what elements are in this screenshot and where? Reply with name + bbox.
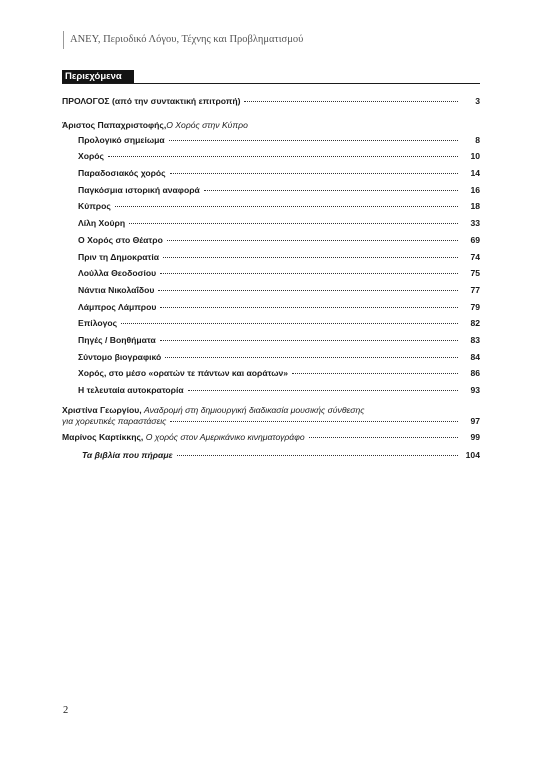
- toc-entry-article2[interactable]: [62, 404, 480, 429]
- toc-subentry[interactable]: [62, 168, 480, 185]
- toc-entry-title: Λούλλα Θεοδοσίου: [78, 268, 157, 279]
- toc-subentry[interactable]: [62, 235, 480, 252]
- toc-subentry[interactable]: [62, 285, 480, 302]
- toc-subentry[interactable]: [62, 318, 480, 335]
- toc-subentry[interactable]: [62, 302, 480, 319]
- toc-entry-title: [62, 432, 305, 442]
- toc-entry-prologue[interactable]: [62, 96, 480, 113]
- toc-entry-page: 79: [470, 301, 480, 312]
- toc-entry-title: Παραδοσιακός χορός: [78, 168, 166, 179]
- toc-entry-page: 8: [475, 134, 480, 145]
- section-band: [62, 70, 480, 84]
- article-author: Μαρίνος Καρτίκκης,: [62, 431, 146, 442]
- dot-leader: [160, 340, 458, 341]
- toc-entry-page: 99: [470, 431, 480, 442]
- toc-article-heading: [62, 120, 480, 135]
- toc-entry-page: 3: [475, 96, 480, 106]
- toc-subentry[interactable]: [62, 185, 480, 202]
- article-subentries: [62, 135, 480, 402]
- article2-line1: [62, 404, 480, 416]
- article-title: Ο Χορός στην Κύπρο: [166, 119, 248, 130]
- dot-leader: [158, 290, 458, 291]
- toc-entry-article3[interactable]: [62, 432, 480, 449]
- dot-leader: [169, 140, 458, 141]
- dot-leader: [167, 240, 458, 241]
- dot-leader: [170, 173, 458, 174]
- dot-leader: [188, 390, 458, 391]
- toc-subentry[interactable]: [62, 268, 480, 285]
- toc-entry-books[interactable]: [62, 450, 480, 467]
- toc-entry-title: Νάντια Νικολαΐδου: [78, 284, 155, 295]
- dot-leader: [165, 357, 458, 358]
- table-of-contents: [62, 96, 480, 467]
- toc-subentry[interactable]: [62, 385, 480, 402]
- toc-entry-page: 75: [470, 268, 480, 279]
- toc-entry-page: 82: [470, 318, 480, 329]
- toc-entry-page: 104: [465, 450, 480, 461]
- toc-entry-title: Τα βιβλία που πήραμε: [82, 450, 173, 461]
- dot-leader: [121, 323, 458, 324]
- toc-subentry[interactable]: [62, 135, 480, 152]
- toc-entry-title: Ο Χορός στο Θέατρο: [78, 234, 163, 245]
- dot-leader: [292, 373, 458, 374]
- article-author: Άριστος Παπαχριστοφής,: [62, 119, 167, 130]
- toc-entry-page: 18: [470, 201, 480, 212]
- toc-entry-page: 84: [470, 351, 480, 362]
- toc-entry-page: 16: [470, 184, 480, 195]
- toc-entry-title: Η τελευταία αυτοκρατορία: [78, 385, 184, 395]
- toc-entry-title: Πριν τη Δημοκρατία: [78, 251, 160, 262]
- toc-entry-page: 83: [470, 334, 480, 345]
- toc-entry-page: 74: [470, 251, 480, 262]
- toc-subentry[interactable]: [62, 368, 480, 385]
- dot-leader: [170, 421, 458, 422]
- toc-entry-title: Πηγές / Βοηθήματα: [78, 334, 156, 345]
- toc-entry-page: 69: [470, 234, 480, 245]
- toc-subentry[interactable]: [62, 252, 480, 269]
- toc-entry-title: Λάμπρος Λάμπρου: [78, 301, 157, 312]
- dot-leader: [108, 156, 458, 157]
- dot-leader: [160, 273, 458, 274]
- article-title: Αναδρομή στη δημιουργική διαδικασία μουσικής σύνθεσης: [144, 404, 365, 415]
- article-title-cont: για χορευτικές παραστάσεις: [62, 415, 167, 426]
- toc-entry-page: 97: [470, 415, 480, 426]
- toc-entry-title: Προλογικό σημείωμα: [78, 134, 165, 145]
- toc-subentry[interactable]: [62, 151, 480, 168]
- toc-entry-title: Σύντομο βιογραφικό: [78, 351, 162, 362]
- toc-entry-title: Παγκόσμια ιστορική αναφορά: [78, 184, 200, 195]
- toc-subentry[interactable]: [62, 218, 480, 235]
- dot-leader: [204, 190, 458, 191]
- toc-entry-title: Επίλογος: [78, 318, 118, 329]
- dot-leader: [309, 437, 458, 438]
- toc-entry-page: 93: [470, 385, 480, 395]
- toc-entry-page: 10: [470, 151, 480, 162]
- dot-leader: [160, 307, 458, 308]
- toc-entry-title: Χορός: [78, 151, 105, 162]
- dot-leader: [177, 455, 458, 456]
- page-number: 2: [63, 705, 69, 716]
- toc-subentry[interactable]: [62, 201, 480, 218]
- toc-entry-page: 33: [470, 218, 480, 229]
- toc-entry-title: Χορός, στο μέσο «ορατών τε πάντων και αοράτων»: [78, 368, 289, 379]
- toc-subentry[interactable]: [62, 352, 480, 369]
- running-head: ΑΝΕΥ, Περιοδικό Λόγου, Τέχνης και Προβληματισμού: [63, 31, 490, 49]
- article-title: Ο χορός στον Αμερικάνικο κινηματογράφο: [145, 431, 305, 442]
- dot-leader: [115, 206, 458, 207]
- toc-entry-title: Κύπρος: [78, 201, 111, 212]
- dot-leader: [163, 257, 458, 258]
- toc-entry-page: 14: [470, 168, 480, 179]
- dot-leader: [129, 223, 458, 224]
- dot-leader: [244, 101, 458, 102]
- article-author: Χριστίνα Γεωργίου,: [62, 404, 145, 415]
- toc-entry-title: Λίλη Χούρη: [78, 218, 126, 229]
- toc-entry-title: ΠΡΟΛΟΓΟΣ (από την συντακτική επιτροπή): [62, 96, 241, 106]
- toc-subentry[interactable]: [62, 335, 480, 352]
- toc-entry-page: 86: [470, 368, 480, 379]
- section-label: Περιεχόμενα: [62, 70, 134, 83]
- toc-entry-page: 77: [470, 284, 480, 295]
